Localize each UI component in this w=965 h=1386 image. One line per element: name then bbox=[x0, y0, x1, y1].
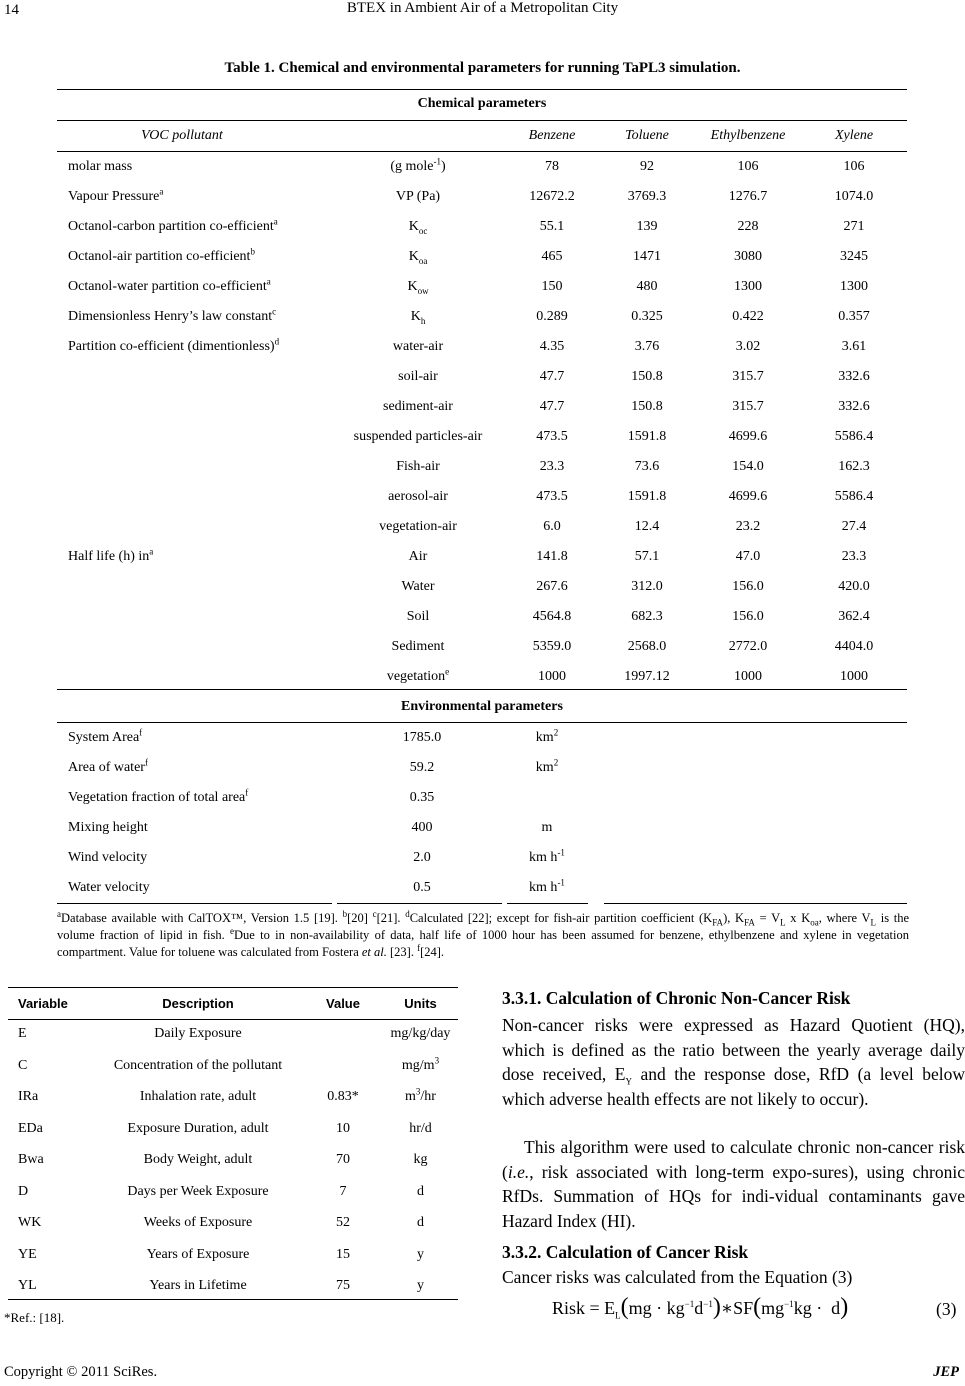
table1-footnote: $^a$Database available with CalTOX™, Version 1.5 [19]. $^b$[20] $^c$[21]. $^d$Calculated [22]; except for fish-air partition coefficient $(K_{FA})$, $K_{FA} = V_L$ x $K_{oa}$, where $V_L$ is the volume fraction of lipid in fish. $^e$Due to in non-availability of data, half life of 1000 hour has been assumed for benzene, ethylbenzene and xylene in vegetation compartment. Value for toluene was calculated from Fostera et al. [23]. $^f$[24]. bbox=[57, 908, 909, 959]
param-name: Dimensionless Henry’s law constant$^c$ bbox=[68, 306, 277, 324]
value-ethylbenzene: 4699.6 bbox=[728, 429, 768, 444]
value-xylene: 332.6 bbox=[838, 399, 870, 414]
variable-value: 0.83* bbox=[327, 1089, 359, 1104]
chemical-row bbox=[0, 519, 965, 549]
variable-description: Years in Lifetime bbox=[149, 1278, 247, 1293]
value-xylene: 362.4 bbox=[838, 609, 870, 624]
value-ethylbenzene: 154.0 bbox=[732, 459, 764, 474]
env-value: 59.2 bbox=[409, 760, 435, 775]
value-ethylbenzene: 315.7 bbox=[732, 399, 764, 414]
table2-row bbox=[8, 1247, 458, 1277]
param-name: molar mass bbox=[68, 159, 133, 174]
variable-symbol: YE bbox=[18, 1246, 37, 1262]
value-ethylbenzene: 2772.0 bbox=[728, 639, 768, 654]
variable-unit: $mg/m^3$ bbox=[401, 1054, 440, 1073]
value-xylene: 23.3 bbox=[841, 549, 867, 564]
env-bottom-rule-3 bbox=[507, 903, 588, 904]
chemical-row bbox=[0, 666, 965, 699]
table2-top-rule bbox=[8, 987, 458, 988]
variable-unit: hr/d bbox=[409, 1120, 432, 1136]
variable-description: Weeks of Exposure bbox=[143, 1215, 253, 1230]
variable-value: 70 bbox=[336, 1152, 350, 1167]
env-param-name: Wind velocity bbox=[68, 850, 148, 865]
col-header-toluene: Toluene bbox=[625, 128, 669, 143]
param-unit: $K_{oc}$ bbox=[408, 219, 428, 236]
value-ethylbenzene: 156.0 bbox=[732, 609, 764, 624]
environmental-title-rule bbox=[57, 722, 907, 723]
environmental-section-title: Environmental parameters bbox=[401, 699, 563, 714]
value-toluene: 150.8 bbox=[631, 369, 663, 384]
value-xylene: 1000 bbox=[840, 669, 868, 684]
value-ethylbenzene: 1276.7 bbox=[728, 189, 768, 204]
environmental-row bbox=[0, 757, 965, 790]
table2-row bbox=[8, 1121, 458, 1151]
variable-description: Exposure Duration, adult bbox=[127, 1120, 269, 1136]
table2-header-value: Value bbox=[326, 996, 360, 1011]
value-ethylbenzene: 228 bbox=[737, 219, 759, 234]
table2-bottom-rule bbox=[8, 1299, 458, 1300]
chemical-row bbox=[0, 369, 965, 399]
env-bottom-rule-2 bbox=[337, 903, 502, 904]
value-toluene: 12.4 bbox=[634, 519, 660, 534]
value-benzene: 267.6 bbox=[536, 579, 568, 594]
param-unit: $K_h$ bbox=[410, 309, 426, 326]
chemical-row bbox=[0, 246, 965, 279]
value-ethylbenzene: 1300 bbox=[734, 279, 762, 294]
variable-symbol: D bbox=[18, 1183, 29, 1199]
value-ethylbenzene: 3080 bbox=[734, 249, 762, 264]
env-unit: m bbox=[541, 820, 553, 835]
value-benzene: 473.5 bbox=[536, 429, 568, 444]
section-331-para2: This algorithm were used to calculate chronic non-cancer risk (i.e., risk associated with long-term expo-sures), using chronic RfDs. Summation of HQs for indi-vidual contaminants gave Hazard Index (HI). bbox=[502, 1137, 965, 1231]
chemical-row bbox=[0, 156, 965, 189]
value-toluene: 1471 bbox=[633, 249, 661, 264]
variable-description: Years of Exposure bbox=[146, 1246, 250, 1262]
environmental-row bbox=[0, 727, 965, 760]
table2-header-description: Description bbox=[162, 996, 234, 1011]
env-value: 0.35 bbox=[409, 790, 435, 805]
value-benzene: 1000 bbox=[538, 669, 566, 684]
param-name: Octanol-water partition co-efficient$^a$ bbox=[68, 276, 271, 294]
table2-header-rule bbox=[8, 1019, 458, 1020]
value-xylene: 162.3 bbox=[838, 459, 870, 474]
variable-unit: mg/kg/day bbox=[390, 1026, 451, 1041]
param-unit: Fish-air bbox=[396, 459, 440, 474]
table2-header-row bbox=[8, 996, 458, 1026]
param-name: Half life (h) $in^a$ bbox=[68, 546, 154, 564]
value-toluene: 92 bbox=[640, 159, 654, 174]
environmental-row bbox=[0, 847, 965, 880]
value-ethylbenzene: 315.7 bbox=[732, 369, 764, 384]
value-benzene: 473.5 bbox=[536, 489, 568, 504]
value-toluene: 2568.0 bbox=[627, 639, 667, 654]
table1-caption: Table 1. Chemical and environmental parameters for running TaPL3 simulation. bbox=[224, 60, 741, 76]
env-bottom-rule-4 bbox=[604, 903, 907, 904]
value-ethylbenzene: 4699.6 bbox=[728, 489, 768, 504]
chemical-row bbox=[0, 639, 965, 669]
journal-abbreviation: JEP bbox=[933, 1364, 959, 1380]
param-unit: water-air bbox=[392, 339, 444, 354]
value-toluene: 1591.8 bbox=[627, 489, 667, 504]
variable-unit: kg bbox=[413, 1152, 428, 1167]
page-number: 14 bbox=[4, 2, 19, 18]
equation-3: Risk = $E_L(mg$ · $kg^{-1}d^{-1})∗SF(mg^{-1}kg \cdot d)$ bbox=[552, 1294, 849, 1321]
env-unit: km $h^{-1}$ bbox=[529, 847, 565, 865]
param-unit: Soil bbox=[406, 609, 430, 624]
value-ethylbenzene: 23.2 bbox=[735, 519, 761, 534]
section-332-heading: 3.3.2. Calculation of Cancer Risk bbox=[502, 1242, 749, 1262]
chemical-row bbox=[0, 306, 965, 339]
variable-value: 15 bbox=[336, 1246, 350, 1262]
chemical-row bbox=[0, 489, 965, 519]
chemical-title-rule bbox=[57, 120, 907, 121]
value-toluene: 3769.3 bbox=[627, 189, 667, 204]
variable-value: 52 bbox=[336, 1215, 350, 1230]
chemical-row bbox=[0, 399, 965, 429]
chemical-row bbox=[0, 459, 965, 489]
chemical-bottom-rule bbox=[57, 689, 907, 690]
chemical-row bbox=[0, 336, 965, 369]
value-benzene: 4564.8 bbox=[532, 609, 572, 624]
param-unit: sediment-air bbox=[383, 399, 453, 414]
value-benzene: 47.7 bbox=[539, 369, 565, 384]
value-benzene: 55.1 bbox=[539, 219, 565, 234]
value-toluene: 73.6 bbox=[634, 459, 660, 474]
col-header-voc: VOC pollutant bbox=[141, 128, 223, 143]
value-ethylbenzene: 3.02 bbox=[735, 339, 761, 354]
variable-symbol: Bwa bbox=[18, 1152, 44, 1167]
variable-description: Daily Exposure bbox=[154, 1026, 242, 1041]
chemical-row bbox=[0, 609, 965, 639]
env-param-name: Water velocity bbox=[68, 880, 150, 895]
value-ethylbenzene: 106 bbox=[737, 159, 759, 174]
value-benzene: 47.7 bbox=[539, 399, 565, 414]
param-unit: VP (Pa) bbox=[395, 189, 441, 204]
env-value: 2.0 bbox=[413, 850, 431, 865]
env-bottom-rule-1 bbox=[57, 903, 332, 904]
table2-row bbox=[8, 1184, 458, 1214]
param-name: Partition co-efficient (dimentionless)$^d$ bbox=[68, 336, 280, 354]
section-331-heading: 3.3.1. Calculation of Chronic Non-Cancer Risk bbox=[502, 988, 851, 1008]
value-toluene: 57.1 bbox=[634, 549, 660, 564]
env-param-name: System Area$^f$ bbox=[68, 727, 143, 745]
variable-unit: y bbox=[417, 1278, 424, 1293]
header-rule bbox=[57, 151, 907, 152]
col-header-benzene: Benzene bbox=[528, 128, 576, 143]
variable-unit: y bbox=[417, 1246, 424, 1262]
table2-reference-note: *Ref.: [18]. bbox=[4, 1310, 65, 1325]
env-param-name: Area of water$^f$ bbox=[68, 757, 148, 775]
value-benzene: 0.289 bbox=[536, 309, 568, 324]
value-xylene: 271 bbox=[843, 219, 865, 234]
env-unit: km $h^{-1}$ bbox=[529, 877, 565, 895]
variable-description: Body Weight, adult bbox=[143, 1152, 253, 1167]
value-toluene: 139 bbox=[636, 219, 658, 234]
value-xylene: 106 bbox=[843, 159, 865, 174]
env-unit: $km^2$ bbox=[535, 757, 559, 775]
value-xylene: 332.6 bbox=[838, 369, 870, 384]
value-xylene: 3.61 bbox=[841, 339, 867, 354]
value-benzene: 465 bbox=[541, 249, 563, 264]
value-xylene: 4404.0 bbox=[834, 639, 874, 654]
param-unit: soil-air bbox=[398, 369, 438, 384]
param-unit: $K_{ow}$ bbox=[407, 279, 429, 296]
value-benzene: 6.0 bbox=[543, 519, 561, 534]
table2-row bbox=[8, 1152, 458, 1182]
value-ethylbenzene: 0.422 bbox=[732, 309, 764, 324]
param-name: Octanol-air partition co-efficient$^b$ bbox=[68, 246, 255, 264]
param-unit: suspended particles-air bbox=[353, 429, 483, 444]
variable-symbol: WK bbox=[18, 1215, 42, 1230]
value-toluene: 682.3 bbox=[631, 609, 663, 624]
value-benzene: 5359.0 bbox=[532, 639, 572, 654]
chemical-row bbox=[0, 429, 965, 459]
chemical-section-title: Chemical parameters bbox=[417, 96, 547, 111]
param-unit: aerosol-air bbox=[388, 489, 448, 504]
value-toluene: 150.8 bbox=[631, 399, 663, 414]
param-unit: Sediment bbox=[391, 639, 445, 654]
table2-row bbox=[8, 1026, 458, 1056]
variable-value: 7 bbox=[339, 1183, 347, 1199]
variable-unit: d bbox=[417, 1215, 424, 1230]
table1-top-rule bbox=[57, 89, 907, 90]
value-toluene: 0.325 bbox=[631, 309, 663, 324]
value-benzene: 150 bbox=[541, 279, 563, 294]
variable-value: 75 bbox=[336, 1278, 350, 1293]
env-value: 1785.0 bbox=[402, 730, 442, 745]
table2-row bbox=[8, 1215, 458, 1245]
value-benzene: 23.3 bbox=[539, 459, 565, 474]
running-title: BTEX in Ambient Air of a Metropolitan City bbox=[346, 0, 619, 16]
environmental-row bbox=[0, 787, 965, 820]
variable-symbol: IRa bbox=[18, 1089, 39, 1104]
variable-description: Days per Week Exposure bbox=[127, 1183, 269, 1199]
param-name: Octanol-carbon partition co-efficient$^a$ bbox=[68, 216, 278, 234]
value-ethylbenzene: 47.0 bbox=[735, 549, 761, 564]
env-param-name: Vegetation fraction of total area$^f$ bbox=[68, 787, 249, 805]
col-header-xylene: Xylene bbox=[834, 128, 874, 143]
param-unit: vegetation-air bbox=[379, 519, 457, 534]
value-benzene: 78 bbox=[545, 159, 559, 174]
param-unit: Water bbox=[401, 579, 435, 594]
variable-symbol: YL bbox=[18, 1278, 37, 1293]
param-unit: $K_{oa}$ bbox=[408, 249, 428, 266]
value-ethylbenzene: 156.0 bbox=[732, 579, 764, 594]
value-benzene: 4.35 bbox=[539, 339, 565, 354]
value-ethylbenzene: 1000 bbox=[734, 669, 762, 684]
value-toluene: 1997.12 bbox=[624, 669, 670, 684]
value-xylene: 420.0 bbox=[838, 579, 870, 594]
table2-header-units: Units bbox=[404, 996, 437, 1011]
col-header-ethylbenzene: Ethylbenzene bbox=[710, 128, 786, 143]
chemical-row bbox=[0, 216, 965, 249]
section-332-text: Cancer risks was calculated from the Equation (3) bbox=[502, 1267, 853, 1287]
chemical-row bbox=[0, 579, 965, 609]
variable-description: Concentration of the pollutant bbox=[113, 1057, 283, 1073]
chemical-row bbox=[0, 546, 965, 579]
chemical-row bbox=[0, 186, 965, 219]
variable-description: Inhalation rate, adult bbox=[139, 1089, 257, 1104]
copyright-notice: Copyright © 2011 SciRes. bbox=[4, 1364, 158, 1380]
variable-value: 10 bbox=[336, 1120, 350, 1136]
value-xylene: 3245 bbox=[840, 249, 868, 264]
param-unit: vegetation$^e$ bbox=[386, 666, 450, 684]
param-name: Vapour Pressure$^a$ bbox=[68, 186, 164, 204]
param-unit: (g mole$^{-1}$) bbox=[390, 156, 446, 174]
variable-symbol: EDa bbox=[18, 1120, 43, 1136]
variable-symbol: C bbox=[18, 1057, 28, 1073]
equation-number: (3) bbox=[936, 1299, 957, 1319]
env-value: 400 bbox=[411, 820, 433, 835]
env-value: 0.5 bbox=[413, 880, 431, 895]
param-unit: Air bbox=[408, 549, 428, 564]
value-toluene: 480 bbox=[636, 279, 658, 294]
value-xylene: 1300 bbox=[840, 279, 868, 294]
value-xylene: 1074.0 bbox=[834, 189, 874, 204]
variable-unit: $m^3/hr$ bbox=[405, 1086, 436, 1104]
value-toluene: 1591.8 bbox=[627, 429, 667, 444]
variable-unit: d bbox=[417, 1183, 424, 1199]
value-xylene: 5586.4 bbox=[834, 489, 874, 504]
table2-row bbox=[8, 1086, 458, 1119]
value-xylene: 0.357 bbox=[838, 309, 870, 324]
table2-header-variable: Variable bbox=[18, 996, 68, 1011]
environmental-row bbox=[0, 877, 965, 910]
table2-row bbox=[8, 1054, 458, 1088]
environmental-row bbox=[0, 820, 965, 850]
section-331-para1: Non-cancer risks were expressed as Hazard Quotient (HQ), which is defined as the ratio between the yearly average daily dose received, $E_Y$ and the response dose, RfD (a level below which adverse health effects are not likely to occur). bbox=[502, 1015, 965, 1109]
value-toluene: 312.0 bbox=[631, 579, 663, 594]
variable-symbol: E bbox=[18, 1026, 27, 1041]
value-benzene: 141.8 bbox=[536, 549, 568, 564]
env-unit: $km^2$ bbox=[535, 727, 559, 745]
value-xylene: 27.4 bbox=[841, 519, 867, 534]
chemical-row bbox=[0, 276, 965, 309]
env-param-name: Mixing height bbox=[68, 820, 148, 835]
value-toluene: 3.76 bbox=[634, 339, 660, 354]
value-benzene: 12672.2 bbox=[529, 189, 575, 204]
table2-row bbox=[8, 1278, 458, 1308]
value-xylene: 5586.4 bbox=[834, 429, 874, 444]
